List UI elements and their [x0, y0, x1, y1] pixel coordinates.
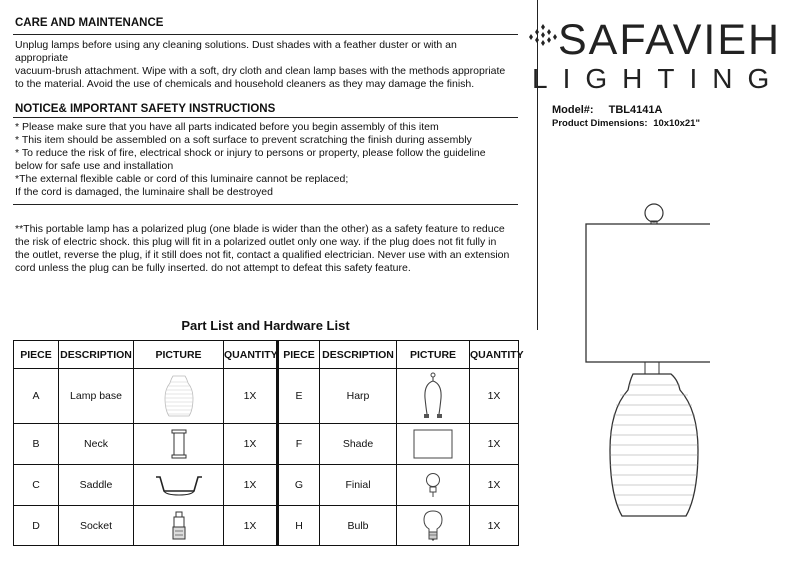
- saddle-icon: [134, 473, 223, 497]
- table-row: [14, 465, 519, 506]
- description-cell: Saddle: [59, 465, 134, 506]
- care-line: appropriate: [15, 52, 69, 64]
- table-row: [14, 506, 519, 546]
- quantity-cell: 1X: [470, 424, 519, 465]
- piece-cell: C: [14, 465, 59, 506]
- care-title: CARE AND MAINTENANCE: [15, 17, 164, 29]
- notice-line: If the cord is damaged, the luminaire shall be destroyed: [15, 186, 273, 198]
- piece-cell: D: [14, 506, 59, 546]
- description-cell: Bulb: [320, 506, 397, 546]
- brand-name: SAFAVIEH: [558, 16, 782, 64]
- model-value: TBL4141A: [608, 104, 663, 116]
- plug-text: [15, 223, 525, 275]
- picture-cell: [134, 369, 224, 424]
- quantity-cell: 1X: [470, 369, 519, 424]
- lamp-base-icon: [134, 374, 223, 418]
- dimensions-value: 10x10x21": [653, 118, 700, 129]
- description-cell: Lamp base: [59, 369, 134, 424]
- notice-rule: [13, 117, 518, 118]
- brand-sub: LIGHTING: [532, 63, 785, 94]
- picture-cell: [397, 465, 470, 506]
- dimensions-info: [552, 118, 700, 129]
- model-label: Model#:: [552, 104, 594, 116]
- picture-cell: [134, 465, 224, 506]
- notice-text: [15, 121, 520, 199]
- socket-icon: [134, 511, 223, 541]
- care-line: vacuum-brush attachment. Wipe with a soft, dry cloth and clean lamp bases with the methods appropriate: [15, 65, 506, 77]
- piece-cell: G: [278, 465, 320, 506]
- parts-table: [13, 340, 524, 546]
- neck-icon: [134, 429, 223, 459]
- picture-cell: [134, 506, 224, 546]
- quantity-cell: 1X: [470, 465, 519, 506]
- description-cell: Shade: [320, 424, 397, 465]
- plug-line: **This portable lamp has a polarized plug (one blade is wider than the other) as a safety feature to reduce: [15, 223, 505, 235]
- care-rule: [13, 34, 518, 35]
- picture-cell: [397, 424, 470, 465]
- table-row: [14, 369, 519, 424]
- piece-cell: E: [278, 369, 320, 424]
- header-piece: PIECE: [14, 341, 59, 369]
- description-cell: Harp: [320, 369, 397, 424]
- table-row: [14, 424, 519, 465]
- harp-icon: [397, 372, 469, 420]
- piece-cell: B: [14, 424, 59, 465]
- picture-cell: [397, 369, 470, 424]
- table-title: Part List and Hardware List: [181, 318, 350, 333]
- header-description: DESCRIPTION: [320, 341, 397, 369]
- picture-cell: [397, 506, 470, 546]
- table-lamp-illustration: [580, 200, 710, 550]
- quantity-cell: 1X: [470, 506, 519, 546]
- notice-line: below for safe use and installation: [15, 160, 174, 172]
- notice-title: NOTICE& IMPORTANT SAFETY INSTRUCTIONS: [15, 103, 276, 115]
- picture-cell: [134, 424, 224, 465]
- description-cell: Neck: [59, 424, 134, 465]
- quantity-cell: 1X: [224, 424, 278, 465]
- plug-line: the risk of electric shock. this plug will fit in a polarized outlet only one way. if the plug does not fit fully in: [15, 236, 497, 248]
- piece-cell: A: [14, 369, 59, 424]
- dimensions-label: Product Dimensions:: [552, 118, 648, 129]
- finial-icon: [397, 472, 469, 498]
- piece-cell: F: [278, 424, 320, 465]
- care-text: [15, 39, 520, 91]
- header-description: DESCRIPTION: [59, 341, 134, 369]
- header-piece: PIECE: [278, 341, 320, 369]
- notice-line: * Please make sure that you have all parts indicated before you begin assembly of this item: [15, 121, 439, 133]
- bulb-icon: [397, 510, 469, 542]
- notice-line: *The external flexible cable or cord of this luminaire cannot be replaced;: [15, 173, 349, 185]
- header-picture: PICTURE: [134, 341, 224, 369]
- care-line: to the material. Avoid the use of chemicals and household cleaners as they may damage the finish.: [15, 78, 475, 90]
- description-cell: Socket: [59, 506, 134, 546]
- description-cell: Finial: [320, 465, 397, 506]
- model-info: [552, 104, 662, 116]
- quantity-cell: 1X: [224, 465, 278, 506]
- notice-line: * To reduce the risk of fire, electrical shock or injury to persons or property, please follow the guideline: [15, 147, 486, 159]
- table-header-row: [14, 341, 519, 369]
- notice-bottom-rule: [13, 204, 518, 205]
- shade-icon: [397, 429, 469, 459]
- notice-line: * This item should be assembled on a soft surface to prevent scratching the finish during assembly: [15, 134, 472, 146]
- quantity-cell: 1X: [224, 506, 278, 546]
- safavieh-logo-icon: [528, 24, 558, 54]
- plug-line: cord unless the plug can be fully inserted. do not attempt to defeat this safety feature.: [15, 262, 411, 274]
- header-quantity: QUANTITY: [224, 341, 278, 369]
- quantity-cell: 1X: [224, 369, 278, 424]
- piece-cell: H: [278, 506, 320, 546]
- plug-line: the outlet, reverse the plug, if it still does not fit, contact a qualified electrician. Never use with an extension: [15, 249, 510, 261]
- header-picture: PICTURE: [397, 341, 470, 369]
- header-quantity: QUANTITY: [470, 341, 519, 369]
- care-line: Unplug lamps before using any cleaning solutions. Dust shades with a feather duster or with an: [15, 39, 457, 51]
